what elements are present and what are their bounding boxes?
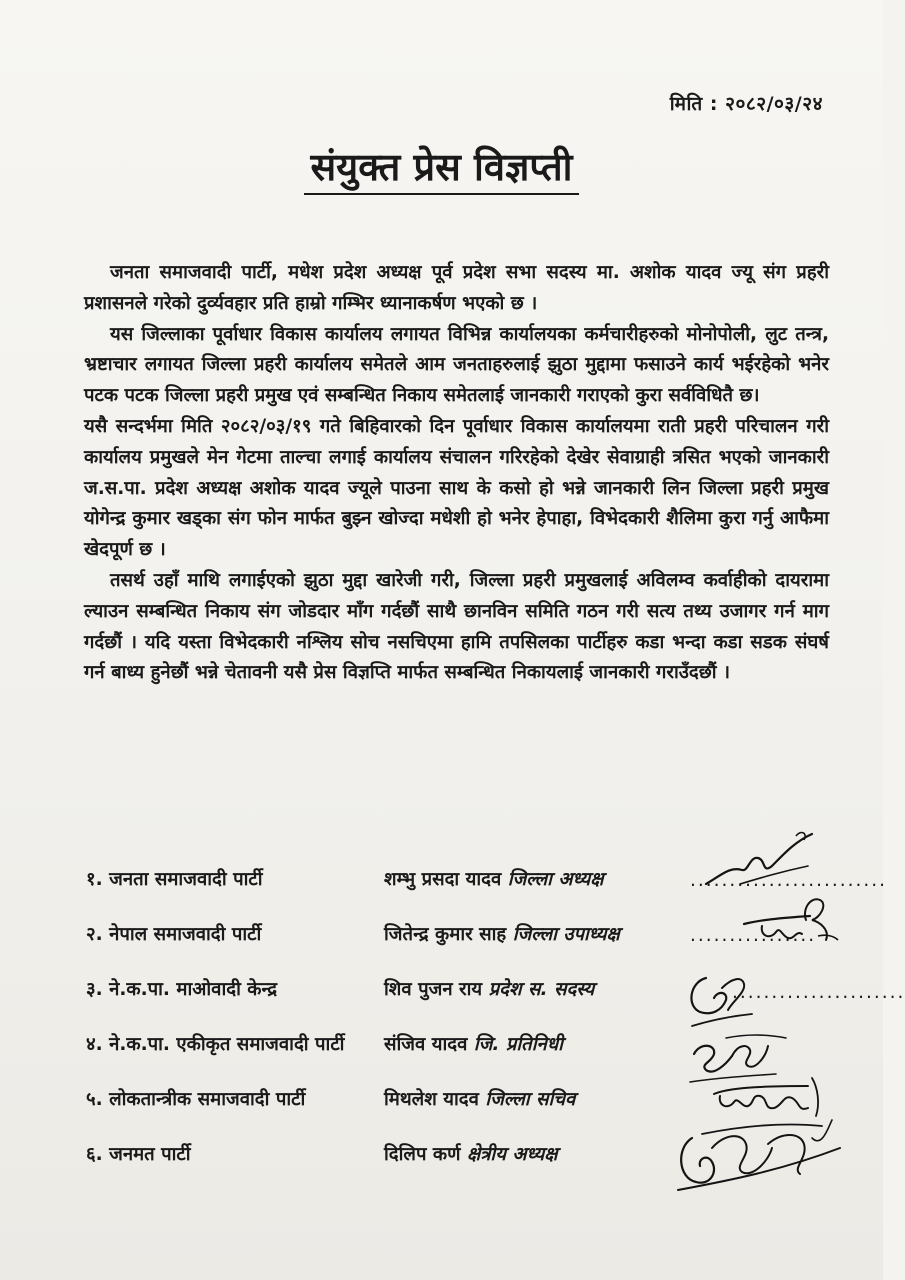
representative-name: जितेन्द्र कुमार साह bbox=[384, 924, 507, 945]
representative bbox=[384, 866, 603, 891]
handwritten-signature-2 bbox=[740, 890, 840, 954]
handwritten-signature-1 bbox=[700, 826, 820, 900]
paragraph-3: यसै सन्दर्भमा मिति २०८२/०३/१९ गते बिहिवारको दिन पूर्वाधार विकास कार्यालयमा राती प्रहरी परिचालन गरी कार्यालय प्रमुखले मेन गेटमा ताल्चा लगाई कार्यालय संचालन गरिरहेको देखेर सेवाग्राही त्रसित भएको जानकारी ज.स.पा. प्रदेश अध्यक्ष अशोक यादव ज्यूले पाउना साथ के कसो हो भन्ने जानकारी लिन जिल्ला प्रहरी प्रमुख योगेन्द्र कुमार खड्का संग फोन मार्फत बुझ्न खोज्दा मधेशी हो भनेर हेपाहा, विभेदकारी शैलिमा कुरा गर्नु आफैमा खेदपूर्ण छ । bbox=[84, 415, 829, 561]
representative bbox=[384, 1086, 575, 1111]
title-text: संयुक्त प्रेस विज्ञप्ती bbox=[304, 145, 578, 195]
representative-role: क्षेत्रीय अध्यक्ष bbox=[466, 1144, 558, 1165]
party-name: १. जनता समाजवादी पार्टी bbox=[86, 869, 263, 890]
representative-role: जिल्ला सचिव bbox=[485, 1089, 576, 1110]
representative-name: शम्भु प्रसदा यादव bbox=[384, 869, 502, 890]
party-name: ४. ने.क.पा. एकीकृत समाजवादी पार्टी bbox=[86, 1034, 345, 1055]
signature-line: ................ bbox=[690, 925, 817, 946]
representative-name: मिथलेश यादव bbox=[384, 1089, 479, 1110]
paragraph-2: यस जिल्लाका पूर्वाधार विकास कार्यालय लगायत विभिन्न कार्यालयका कर्मचारीहरुको मोनोपोली, लुट तन्त्र, भ्रष्टाचार लगायत जिल्ला प्रहरी कार्यालय समेतले आम जनताहरुलाई झुठा मुद्दामा फसाउने कार्य भईरहेको भनेर पटक पटक जिल्ला प्रहरी प्रमुख एवं सम्बन्धित निकाय समेतलाई जानकारी गराएको कुरा सर्वविधितै छ। bbox=[84, 323, 829, 407]
representative-role: प्रदेश स. सदस्य bbox=[488, 979, 595, 1000]
representative-role: जि. प्रतिनिधी bbox=[473, 1034, 563, 1055]
representative bbox=[384, 976, 594, 1001]
party-name: ५. लोकतान्त्रीक समाजवादी पार्टी bbox=[86, 1089, 306, 1110]
representative bbox=[384, 1031, 563, 1056]
handwritten-signature-6 bbox=[672, 1108, 842, 1202]
party-name: ३. ने.क.पा. माओवादी केन्द्र bbox=[86, 979, 278, 1000]
paragraph-4: तसर्थ उहाँ माथि लगाईएको झुठा मुद्दा खारेजी गरी, जिल्ला प्रहरी प्रमुखलाई अविलम्व कर्वाहीको दायरामा ल्याउन सम्बन्धित निकाय संग जोडदार माँग गर्दछौं साथै छानविन समिति गठन गरी सत्य तथ्य उजागर गर्न माग गर्दछौं । यदि यस्ता विभेदकारी नश्लिय सोच नसचिएमा हामि तपसिलका पार्टीहरु कडा भन्दा कडा सडक संघर्ष गर्न बाध्य हुनेछौं भन्ने चेतावनी यसै प्रेस विज्ञप्ति मार्फत सम्बन्धित निकायलाई जानकारी गराउँदछौं । bbox=[84, 569, 829, 684]
representative bbox=[384, 1141, 557, 1166]
party-name: ६. जनमत पार्टी bbox=[86, 1144, 191, 1165]
representative-role: जिल्ला उपाध्यक्ष bbox=[512, 924, 620, 945]
representative-name: दिलिप कर्ण bbox=[384, 1144, 461, 1165]
representative bbox=[384, 921, 620, 946]
representative-role: जिल्ला अध्यक्ष bbox=[507, 869, 604, 890]
signature-line: ...................... bbox=[732, 982, 905, 1003]
representative-name: संजिव यादव bbox=[384, 1034, 468, 1055]
document-date: मिति : २०८२/०३/२४ bbox=[669, 93, 823, 115]
paragraph-1: जनता समाजवादी पार्टी, मधेश प्रदेश अध्यक्ष पूर्व प्रदेश सभा सदस्य मा. अशोक यादव ज्यू संग प्रहरी प्रशासनले गरेको दुर्व्यवहार प्रति हाम्रो गम्भिर ध्यानाकर्षण भएको छ । bbox=[84, 262, 829, 314]
representative-name: शिव पुजन राय bbox=[384, 979, 483, 1000]
signature-line: ......................... bbox=[690, 870, 888, 891]
party-name: २. नेपाल समाजवादी पार्टी bbox=[86, 924, 262, 945]
